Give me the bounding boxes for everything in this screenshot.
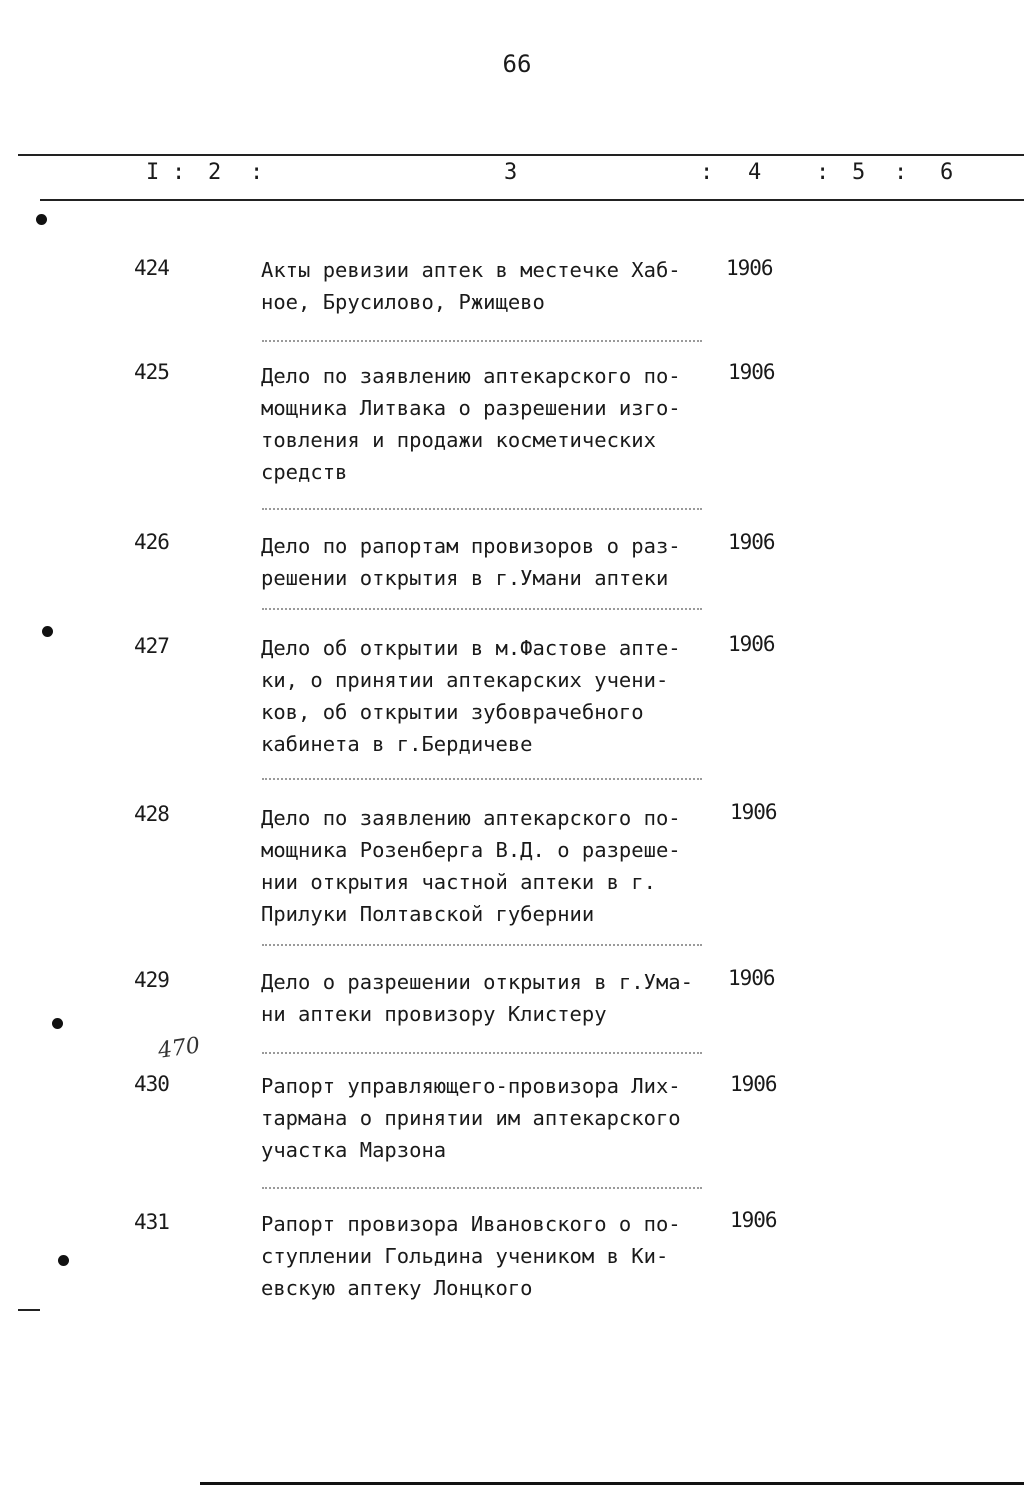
row-separator <box>262 508 702 510</box>
description-line: Прилуки Полтавской губернии <box>261 902 595 926</box>
row-number: 428 <box>134 802 169 826</box>
row-separator <box>262 340 702 342</box>
description-line: нии открытия частной аптеки в г. <box>261 870 656 894</box>
description-line: Акты ревизии аптек в местечке Хаб- <box>261 258 681 282</box>
column-header-1: I <box>146 160 160 185</box>
row-year: 1906 <box>728 632 775 656</box>
row-description <box>261 1070 681 1166</box>
description-line: Дело по заявлению аптекарского по- <box>261 364 681 388</box>
column-header-4: 4 <box>748 160 762 185</box>
page-number: 66 <box>502 50 532 78</box>
row-separator <box>262 944 702 946</box>
column-separator: : <box>172 160 186 185</box>
punch-hole-mark <box>58 1255 69 1266</box>
description-line: ков, об открытии зубоврачебного <box>261 700 644 724</box>
column-header-6: 6 <box>940 160 954 185</box>
description-line: Дело о разрешении открытия в г.Ума- <box>261 970 693 994</box>
column-header-3: 3 <box>504 160 518 185</box>
description-line: мощника Литвака о разрешении изго- <box>261 396 681 420</box>
column-separator: : <box>816 160 830 185</box>
description-line: товления и продажи косметических <box>261 428 656 452</box>
margin-dash-mark <box>18 1309 40 1311</box>
row-number: 431 <box>134 1210 169 1234</box>
row-description <box>261 632 681 760</box>
column-separator: : <box>700 160 714 185</box>
description-line: Рапорт провизора Ивановского о по- <box>261 1212 681 1236</box>
page-bottom-edge <box>200 1482 1024 1485</box>
row-description <box>261 966 693 1030</box>
punch-hole-mark <box>36 214 47 225</box>
row-description <box>261 1208 681 1304</box>
row-year: 1906 <box>730 800 777 824</box>
description-line: участка Марзона <box>261 1138 447 1162</box>
row-year: 1906 <box>730 1072 777 1096</box>
row-number: 430 <box>134 1072 169 1096</box>
description-line: ступлении Гольдина учеником в Ки- <box>261 1244 669 1268</box>
column-separator: : <box>894 160 908 185</box>
row-description <box>261 802 681 930</box>
row-year: 1906 <box>726 256 773 280</box>
row-separator <box>262 1187 702 1189</box>
description-line: тармана о принятии им аптекарского <box>261 1106 681 1130</box>
column-header-5: 5 <box>852 160 866 185</box>
description-line: ки, о принятии аптекарских учени- <box>261 668 669 692</box>
description-line: ное, Брусилово, Ржищево <box>261 290 545 314</box>
description-line: Дело по рапортам провизоров о раз- <box>261 534 681 558</box>
row-separator <box>262 1052 702 1054</box>
row-number: 429 <box>134 968 169 992</box>
header-rule-bottom <box>40 199 1024 201</box>
row-year: 1906 <box>730 1208 777 1232</box>
description-line: ни аптеки провизору Клистеру <box>261 1002 607 1026</box>
column-header-2: 2 <box>208 160 222 185</box>
description-line: Дело об открытии в м.Фастове апте- <box>261 636 681 660</box>
row-year: 1906 <box>728 360 775 384</box>
column-separator: : <box>250 160 264 185</box>
description-line: мощника Розенберга В.Д. о разреше- <box>261 838 681 862</box>
row-description <box>261 360 681 488</box>
header-rule-top <box>18 154 1024 156</box>
handwritten-note: 470 <box>156 1033 202 1064</box>
row-year: 1906 <box>728 966 775 990</box>
description-line: решении открытия в г.Умани аптеки <box>261 566 669 590</box>
description-line: евскую аптеку Лонцкого <box>261 1276 533 1300</box>
punch-hole-mark <box>52 1018 63 1029</box>
row-number: 427 <box>134 634 169 658</box>
description-line: Дело по заявлению аптекарского по- <box>261 806 681 830</box>
row-number: 426 <box>134 530 169 554</box>
row-number: 425 <box>134 360 169 384</box>
row-separator <box>262 778 702 780</box>
punch-hole-mark <box>42 626 53 637</box>
description-line: средств <box>261 460 348 484</box>
row-separator <box>262 608 702 610</box>
row-description <box>261 254 681 318</box>
description-line: кабинета в г.Бердичеве <box>261 732 533 756</box>
description-line: Рапорт управляющего-провизора Лих- <box>261 1074 681 1098</box>
row-year: 1906 <box>728 530 775 554</box>
row-number: 424 <box>134 256 169 280</box>
row-description <box>261 530 681 594</box>
